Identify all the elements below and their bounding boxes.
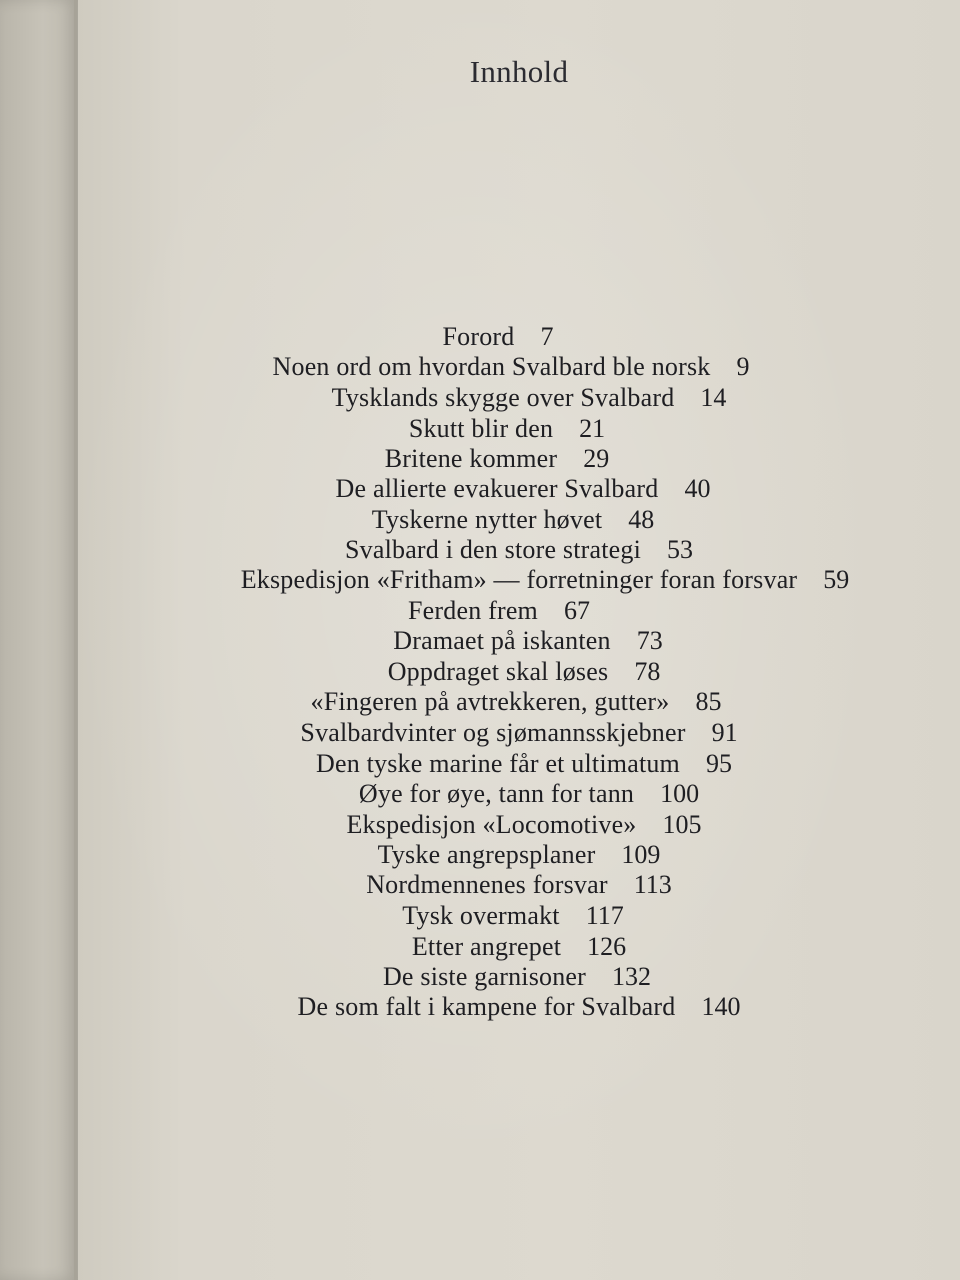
toc-entry-page-number: 29 [583,444,610,473]
toc-entry [78,474,960,504]
toc-entry-title: Etter angrepet [411,932,562,961]
toc-entry-title: Tyskerne nytter høvet [371,505,603,534]
contents-page [78,0,960,1280]
toc-entry [78,444,960,474]
toc-entry-page-number: 132 [612,962,652,991]
toc-entry-page-number: 109 [621,840,661,869]
toc-entry [78,596,960,626]
toc-entry-page-number: 85 [695,687,722,716]
toc-entry-title: Forord [442,322,515,351]
toc-entry [78,932,960,962]
toc-entry [78,657,960,687]
toc-entry-title: Ferden frem [408,596,538,625]
toc-entry-title: Ekspedisjon «Fritham» — forretninger foran forsvar [240,565,798,594]
toc-entry-page-number: 9 [736,352,750,381]
toc-entry-page-number: 113 [633,870,672,899]
toc-entry [78,901,960,931]
toc-entry-page-number: 95 [706,749,732,778]
toc-entry [78,535,960,565]
toc-entry [78,718,960,748]
page-heading: Innhold [469,54,569,89]
toc-entry [78,749,960,779]
toc-entry-page-number: 48 [628,505,655,534]
toc-entry-page-number: 21 [579,414,606,443]
toc-entry-page-number: 40 [684,474,711,503]
toc-entry-title: Svalbardvinter og sjømannsskjebner [300,718,686,747]
toc-entry [78,779,960,809]
toc-entry-page-number: 126 [587,932,627,961]
toc-entry-title: Britene kommer [384,444,558,473]
toc-entry [78,962,960,992]
toc-entry [78,322,960,352]
toc-entry-page-number: 105 [662,810,702,839]
toc-entry-page-number: 117 [585,901,624,930]
toc-entry-page-number: 7 [540,322,554,351]
toc-entry-page-number: 100 [660,779,700,808]
toc-entry [78,565,960,595]
book-gutter [74,0,77,1280]
toc-entry [78,414,960,444]
toc-entry [78,383,960,413]
toc-entry-page-number: 73 [636,626,663,655]
toc-entry-title: Oppdraget skal løses [387,657,609,686]
toc-entry-title: Øye for øye, tann for tann [358,779,635,808]
toc-entry-title: Den tyske marine får et ultimatum [316,749,680,778]
toc-entry-title: Tysklands skygge over Svalbard [331,383,675,412]
toc-entry-title: Noen ord om hvordan Svalbard ble norsk [272,352,711,381]
toc-entry-title: Svalbard i den store strategi [344,535,642,564]
toc-entry-title: Dramaet på iskanten [393,626,611,655]
toc-entry-page-number: 59 [823,565,850,594]
toc-entry [78,992,960,1022]
toc-entry [78,840,960,870]
toc-entry-title: Ekspedisjon «Locomotive» [346,810,637,839]
toc-entry [78,626,960,656]
toc-entry-title: «Fingeren på avtrekkeren, gutter» [310,687,670,716]
toc-entry-title: Tyske angrepsplaner [377,840,596,869]
toc-entry-page-number: 140 [701,992,741,1021]
toc-entry-title: De som falt i kampene for Svalbard [297,992,676,1021]
toc-entry-title: Skutt blir den [408,414,554,443]
toc-entry [78,352,960,382]
toc-entry-page-number: 91 [711,718,738,747]
toc-entry-title: De siste garnisoner [382,962,587,991]
facing-page-edge [0,0,78,1280]
toc-entry-page-number: 14 [700,383,727,412]
toc-entry-page-number: 67 [563,596,590,625]
toc-entry [78,687,960,717]
toc-entry-page-number: 53 [667,535,694,564]
toc-entry [78,505,960,535]
toc-entry [78,810,960,840]
toc-entry-title: Nordmennenes forsvar [366,870,608,899]
toc-entry [78,870,960,900]
toc-entry-page-number: 78 [634,657,661,686]
toc-entry-title: De allierte evakuerer Svalbard [335,474,659,503]
toc-entry-title: Tysk overmakt [402,901,560,930]
